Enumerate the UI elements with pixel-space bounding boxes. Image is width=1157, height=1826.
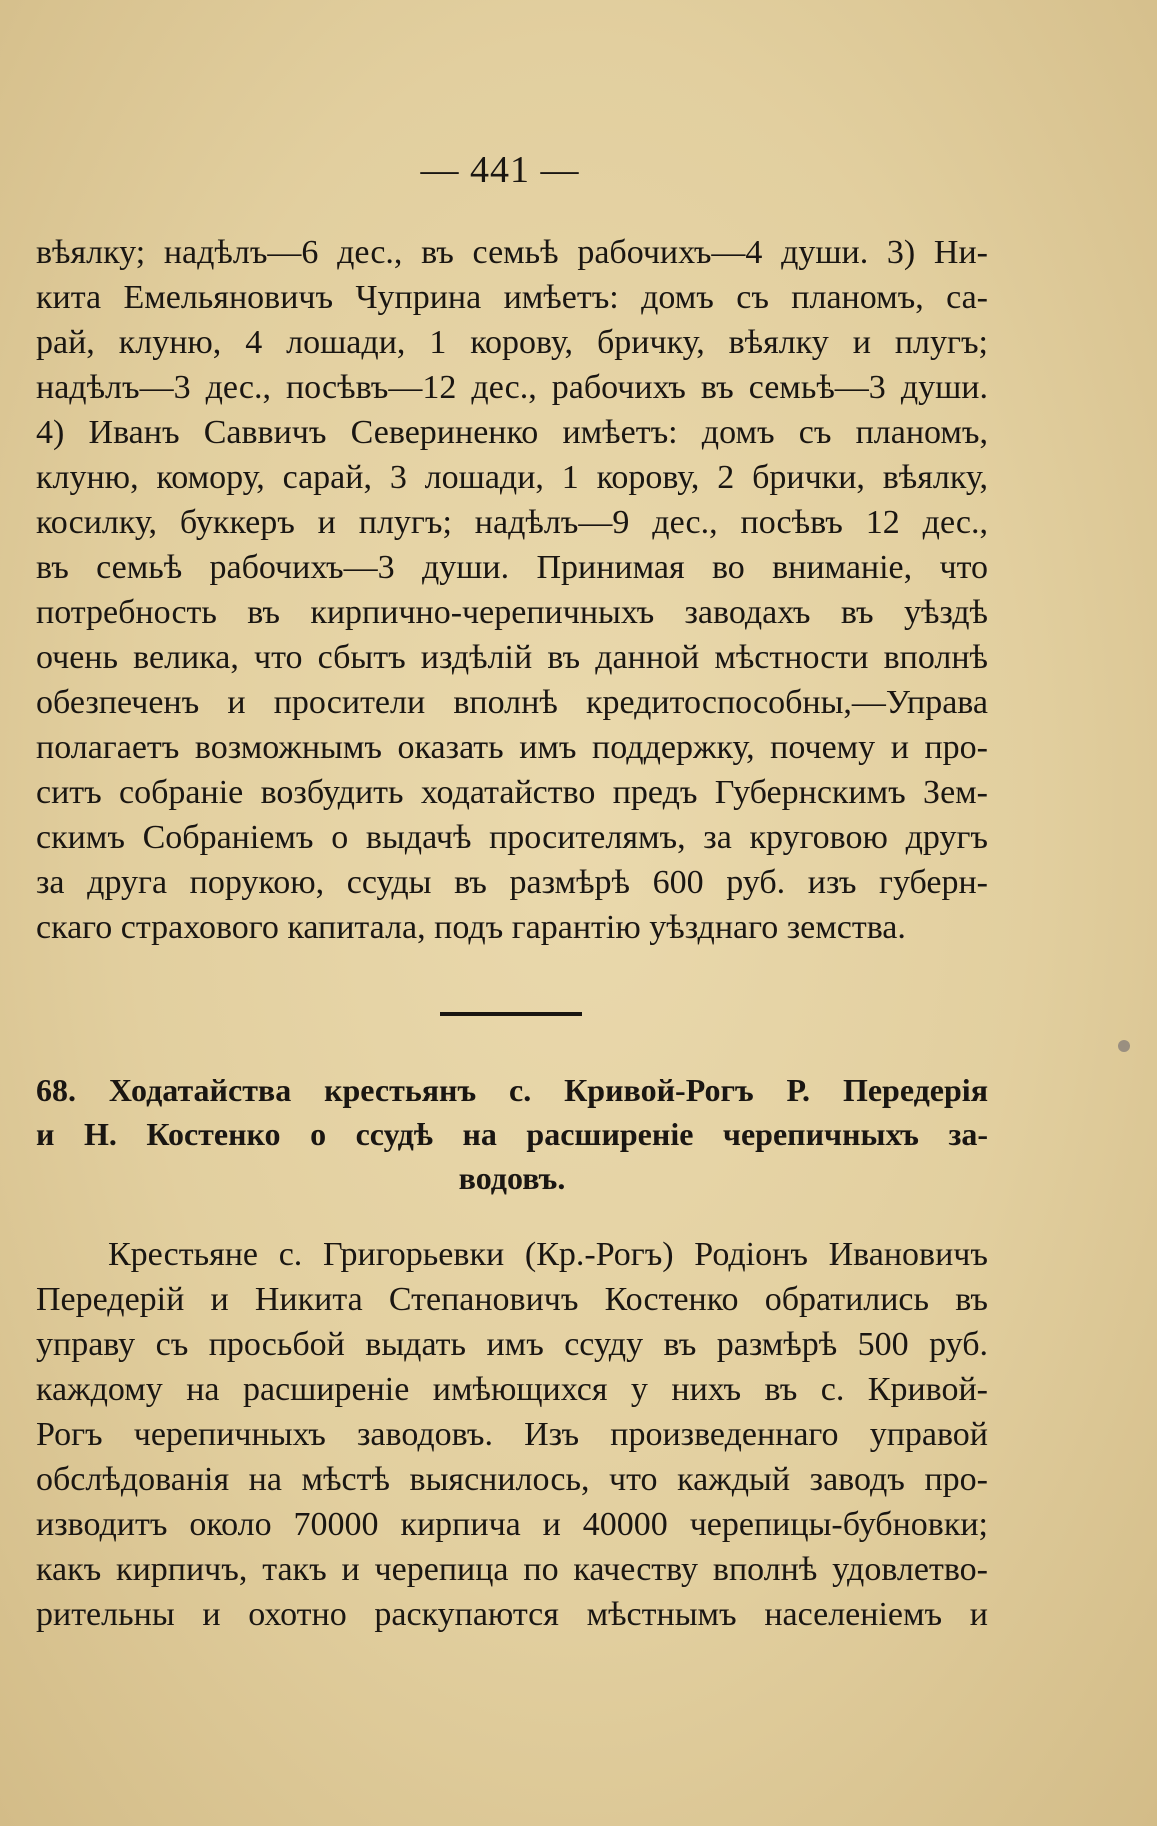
paper-speck <box>1118 1040 1130 1052</box>
text-line: скимъ Собраніемъ о выдачѣ просителямъ, за круговою другъ <box>36 819 988 856</box>
text-line: очень велика, что сбытъ издѣлій въ данной мѣстности вполнѣ <box>36 639 988 676</box>
paragraph <box>36 1232 988 1637</box>
heading-line: и Н. Костенко о ссудѣ на расширеніе черепичныхъ за- <box>36 1116 988 1152</box>
text-line: рай, клуню, 4 лошади, 1 корову, бричку, вѣялку и плугъ; <box>36 324 988 361</box>
page-number: — 441 — <box>420 149 580 191</box>
text-line: за друга порукою, ссуды въ размѣрѣ 600 руб. изъ губерн- <box>36 864 988 901</box>
text-line: Передерій и Никита Степановичъ Костенко обратились въ <box>36 1281 988 1318</box>
text-line: клуню, комору, сарай, 3 лошади, 1 корову, 2 брички, вѣялку, <box>36 459 988 496</box>
text-line: управу съ просьбой выдать имъ ссуду въ размѣрѣ 500 руб. <box>36 1326 988 1363</box>
text-line: Крестьяне с. Григорьевки (Кр.-Рогъ) Родіонъ Ивановичъ <box>108 1236 988 1273</box>
text-line: скаго страхового капитала, подъ гарантію уѣзднаго земства. <box>36 909 906 946</box>
heading-line: водовъ. <box>458 1160 566 1196</box>
text-line: рительны и охотно раскупаются мѣстнымъ населеніемъ и <box>36 1596 988 1633</box>
text-line: ситъ собраніе возбудить ходатайство предъ Губернскимъ Зем- <box>36 774 988 811</box>
text-line: какъ кирпичъ, такъ и черепица по качеству вполнѣ удовлетво- <box>36 1551 988 1588</box>
text-line: 4) Иванъ Саввичъ Севериненко имѣетъ: домъ съ планомъ, <box>36 414 988 451</box>
text-line: потребность въ кирпично-черепичныхъ заводахъ въ уѣздѣ <box>36 594 988 631</box>
text-line: кита Емельяновичъ Чуприна имѣетъ: домъ съ планомъ, са- <box>36 279 988 316</box>
text-line: изводитъ около 70000 кирпича и 40000 черепицы-бубновки; <box>36 1506 988 1543</box>
section-divider <box>440 1012 582 1016</box>
paragraph-continued <box>36 230 988 950</box>
section-heading <box>36 1068 988 1200</box>
text-line: вѣялку; надѣлъ—6 дес., въ семьѣ рабочихъ—4 души. 3) Ни- <box>36 234 988 271</box>
text-line: надѣлъ—3 дес., посѣвъ—12 дес., рабочихъ въ семьѣ—3 души. <box>36 369 988 406</box>
text-line: каждому на расширеніе имѣющихся у нихъ въ с. Кривой- <box>36 1371 988 1408</box>
text-line: полагаетъ возможнымъ оказать имъ поддержку, почему и про- <box>36 729 988 766</box>
heading-line: 68. Ходатайства крестьянъ с. Кривой-Рогъ Р. Передерія <box>36 1072 988 1108</box>
text-line: обслѣдованія на мѣстѣ выяснилось, что каждый заводъ про- <box>36 1461 988 1498</box>
text-line: Рогъ черепичныхъ заводовъ. Изъ произведеннаго управой <box>36 1416 988 1453</box>
text-line: косилку, буккеръ и плугъ; надѣлъ—9 дес., посѣвъ 12 дес., <box>36 504 988 541</box>
text-line: въ семьѣ рабочихъ—3 души. Принимая во вниманіе, что <box>36 549 988 586</box>
text-line: обезпеченъ и просители вполнѣ кредитоспособны,—Управа <box>36 684 988 721</box>
